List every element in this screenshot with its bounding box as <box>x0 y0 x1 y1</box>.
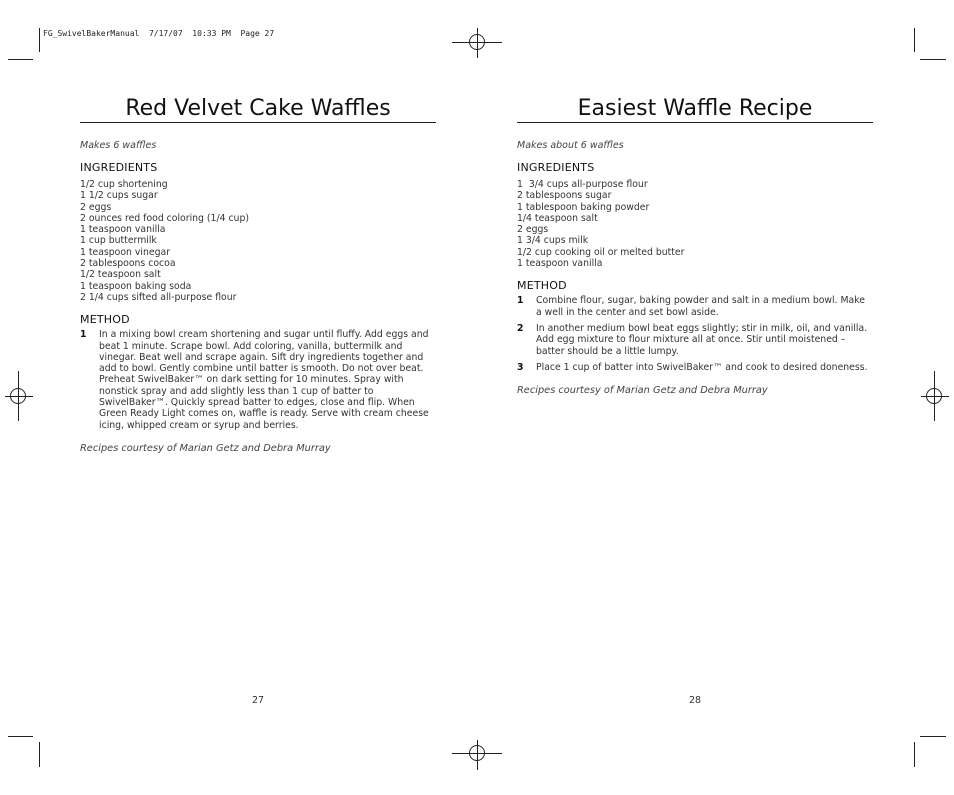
print-slug-line: FG_SwivelBakerManual 7/17/07 10:33 PM Page 27 <box>43 29 275 38</box>
recipe-yield: Makes 6 waffles <box>80 140 157 151</box>
ingredient-item: 1/2 cup cooking oil or melted butter <box>517 246 685 258</box>
method-steps <box>517 295 873 373</box>
ingredient-item: 1 tablespoon baking powder <box>517 201 650 213</box>
ingredient-item: 1/2 cup shortening <box>80 179 168 190</box>
ingredient-item: 1 teaspoon baking soda <box>80 280 192 292</box>
ingredient-item: 1/2 teaspoon salt <box>80 269 161 281</box>
method-step <box>80 329 436 431</box>
ingredient-item: 1 teaspoon vinegar <box>80 246 171 258</box>
method-steps <box>80 329 436 431</box>
left-page <box>80 96 436 454</box>
ingredient-item: 1 1/2 cups sugar <box>80 190 158 202</box>
ingredient-item: 1 3/4 cups all-purpose flour <box>517 179 648 190</box>
crop-mark <box>8 59 33 60</box>
registration-circle <box>926 388 942 404</box>
recipe-title: Red Velvet Cake Waffles <box>80 96 436 123</box>
ingredients-heading: INGREDIENTS <box>517 161 595 174</box>
recipe-credit: Recipes courtesy of Marian Getz and Debra Murray <box>517 385 768 397</box>
method-step <box>517 295 873 318</box>
step-text: In another medium bowl beat eggs slightly; stir in milk, oil, and vanilla. Add egg mixture to flour mixture all at once. Stir until moistened – batter should be a little lumpy. <box>536 322 868 357</box>
ingredient-item: 2 tablespoons cocoa <box>80 258 176 270</box>
right-page <box>517 96 873 396</box>
ingredient-item: 1 teaspoon vanilla <box>517 258 603 270</box>
ingredient-item: 2 ounces red food coloring (1/4 cup) <box>80 212 249 224</box>
ingredient-item: 1/4 teaspoon salt <box>517 212 598 224</box>
method-step <box>517 323 873 357</box>
crop-mark <box>39 742 40 767</box>
ingredients-list <box>80 179 436 303</box>
crop-mark <box>914 742 915 767</box>
method-heading: METHOD <box>517 279 567 293</box>
page-number: 27 <box>252 695 265 706</box>
step-text: Place 1 cup of batter into SwivelBaker™ and cook to desired doneness. <box>536 361 868 373</box>
method-step <box>517 362 873 373</box>
crop-mark <box>39 28 40 52</box>
step-text: In a mixing bowl cream shortening and sugar until fluffy. Add eggs and beat 1 minute. Scrape bowl. Add coloring, vanilla, buttermilk and vinegar. Beat well and scrape again. Sift dry ingredients together and add to bowl. Gently combine until batter is smooth. Do not over beat. Preheat SwivelBaker™ on dark setting for 10 minutes. Spray with nonstick spray and add slightly less than 1 cup of batter to SwivelBaker™. Quickly spread batter to edges, close and flip. When Green Ready Light comes on, waffle is ready. Serve with cream cheese icing, whipped cream or syrup and berries. <box>99 329 429 431</box>
step-number: 1 <box>80 329 87 341</box>
step-number: 3 <box>517 361 524 373</box>
page-number: 28 <box>689 695 702 706</box>
registration-circle <box>469 745 485 761</box>
method-heading: METHOD <box>80 313 130 327</box>
step-number: 2 <box>517 322 524 334</box>
ingredient-item: 2 eggs <box>80 201 112 213</box>
ingredient-item: 1 3/4 cups milk <box>517 235 589 247</box>
ingredient-item: 2 eggs <box>517 224 549 236</box>
step-text: Combine flour, sugar, baking powder and salt in a medium bowl. Make a well in the center and set bowl aside. <box>536 295 866 318</box>
recipe-credit: Recipes courtesy of Marian Getz and Debra Murray <box>80 442 331 454</box>
ingredients-heading: INGREDIENTS <box>80 161 158 174</box>
registration-circle <box>10 388 26 404</box>
ingredient-item: 1 cup buttermilk <box>80 235 157 247</box>
ingredients-list <box>517 179 873 269</box>
recipe-yield: Makes about 6 waffles <box>517 140 624 151</box>
crop-mark <box>920 736 946 737</box>
ingredient-item: 2 tablespoons sugar <box>517 190 612 202</box>
crop-mark <box>8 736 33 737</box>
registration-circle <box>469 34 485 50</box>
ingredient-item: 1 teaspoon vanilla <box>80 224 166 236</box>
ingredient-item: 2 1/4 cups sifted all-purpose flour <box>80 291 237 303</box>
crop-mark <box>920 59 946 60</box>
step-number: 1 <box>517 295 524 307</box>
crop-mark <box>914 28 915 52</box>
recipe-title: Easiest Waffle Recipe <box>517 96 873 123</box>
